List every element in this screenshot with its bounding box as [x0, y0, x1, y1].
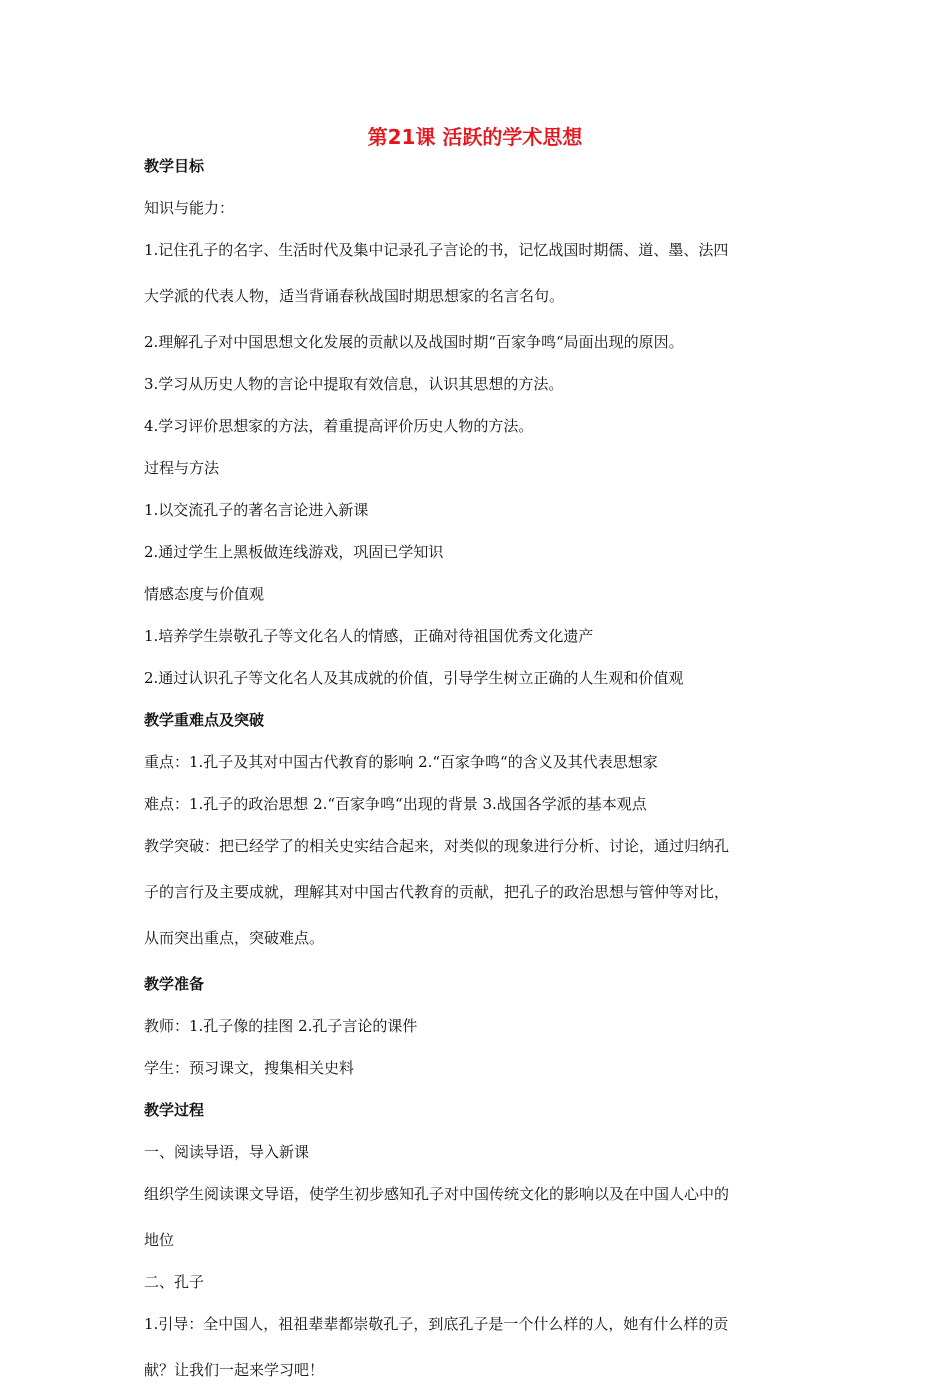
paragraph-line: 子的言行及主要成就，理解其对中国古代教育的贡献，把孔子的政治思想与管仲等对比，	[144, 883, 730, 901]
section-heading-goals: 教学目标	[144, 157, 205, 175]
document-body	[144, 148, 810, 1398]
step-heading: 二、孔子	[144, 1273, 205, 1291]
section-heading-preparation: 教学准备	[144, 975, 205, 993]
paragraph-line: 地位	[144, 1231, 175, 1249]
difficult-points: 难点：1.孔子的政治思想 2.“百家争鸣“出现的背景 3.战国各学派的基本观点	[144, 795, 647, 813]
list-item: 3.学习从历史人物的言论中提取有效信息，认识其思想的方法。	[144, 375, 564, 393]
prep-teacher: 教师：1.孔子像的挂图 2.孔子言论的课件	[144, 1017, 418, 1035]
subheading-emotion: 情感态度与价值观	[144, 585, 265, 603]
subheading-knowledge: 知识与能力：	[144, 199, 235, 217]
paragraph-line: 组织学生阅读课文导语，使学生初步感知孔子对中国传统文化的影响以及在中国人心中的	[144, 1185, 730, 1203]
list-item: 2.理解孔子对中国思想文化发展的贡献以及战国时期“百家争鸣“局面出现的原因。	[144, 333, 684, 351]
section-heading-procedure: 教学过程	[144, 1101, 205, 1119]
document-title: 第21课 活跃的学术思想	[367, 125, 583, 149]
list-item: 1.培养学生崇敬孔子等文化名人的情感，正确对待祖国优秀文化遗产	[144, 627, 594, 645]
list-item: 2.通过认识孔子等文化名人及其成就的价值，引导学生树立正确的人生观和价值观	[144, 669, 684, 687]
section-heading-key-points: 教学重难点及突破	[144, 711, 265, 729]
key-points: 重点：1.孔子及其对中国古代教育的影响 2.“百家争鸣“的含义及其代表思想家	[144, 753, 658, 771]
list-item: 2.通过学生上黑板做连线游戏，巩固已学知识	[144, 543, 444, 561]
paragraph-line: 1.引导：全中国人，祖祖辈辈都崇敬孔子，到底孔子是一个什么样的人，她有什么样的贡	[144, 1315, 729, 1333]
paragraph-line: 献？让我们一起来学习吧！	[144, 1361, 325, 1379]
list-item: 4.学习评价思想家的方法，着重提高评价历史人物的方法。	[144, 417, 534, 435]
step-heading: 一、阅读导语，导入新课	[144, 1143, 310, 1161]
paragraph-line: 大学派的代表人物，适当背诵春秋战国时期思想家的名言名句。	[144, 287, 565, 305]
prep-student: 学生：预习课文，搜集相关史料	[144, 1059, 355, 1077]
paragraph-line: 从而突出重点，突破难点。	[144, 929, 325, 947]
paragraph-line: 1.记住孔子的名字、生活时代及集中记录孔子言论的书，记忆战国时期儒、道、墨、法四	[144, 241, 729, 259]
subheading-process: 过程与方法	[144, 459, 220, 477]
list-item: 1.以交流孔子的著名言论进入新课	[144, 501, 369, 519]
paragraph-line: 教学突破：把已经学了的相关史实结合起来，对类似的现象进行分析、讨论，通过归纳孔	[144, 837, 730, 855]
